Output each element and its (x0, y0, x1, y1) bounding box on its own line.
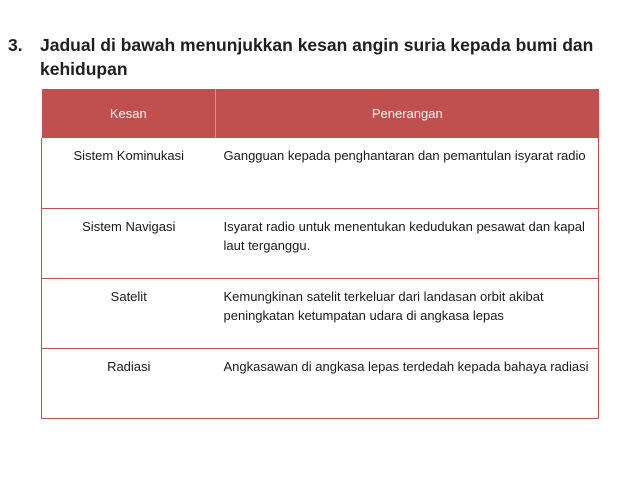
cell-penerangan: Kemungkinan satelit terkeluar dari landasan orbit akibat peningkatan ketumpatan udara di angkasa lepas (216, 278, 599, 348)
cell-kesan: Sistem Navigasi (42, 208, 216, 278)
cell-penerangan: Isyarat radio untuk menentukan kedudukan pesawat dan kapal laut terganggu. (216, 208, 599, 278)
table-row (42, 278, 599, 348)
table-row (42, 348, 599, 418)
cell-kesan: Radiasi (42, 348, 216, 418)
table-row (42, 208, 599, 278)
header-kesan: Kesan (42, 89, 216, 138)
question-number: 3. (8, 35, 23, 55)
cell-penerangan: Gangguan kepada penghantaran dan pemantulan isyarat radio (216, 138, 599, 208)
table-row (42, 138, 599, 208)
question-text: Jadual di bawah menunjukkan kesan angin suria kepada bumi dan kehidupan (40, 35, 594, 79)
table-header-row (42, 89, 599, 138)
effects-table (41, 89, 599, 419)
cell-kesan: Satelit (42, 278, 216, 348)
cell-penerangan: Angkasawan di angkasa lepas terdedah kepada bahaya radiasi (216, 348, 599, 418)
header-penerangan: Penerangan (216, 89, 599, 138)
cell-kesan: Sistem Kominukasi (42, 138, 216, 208)
